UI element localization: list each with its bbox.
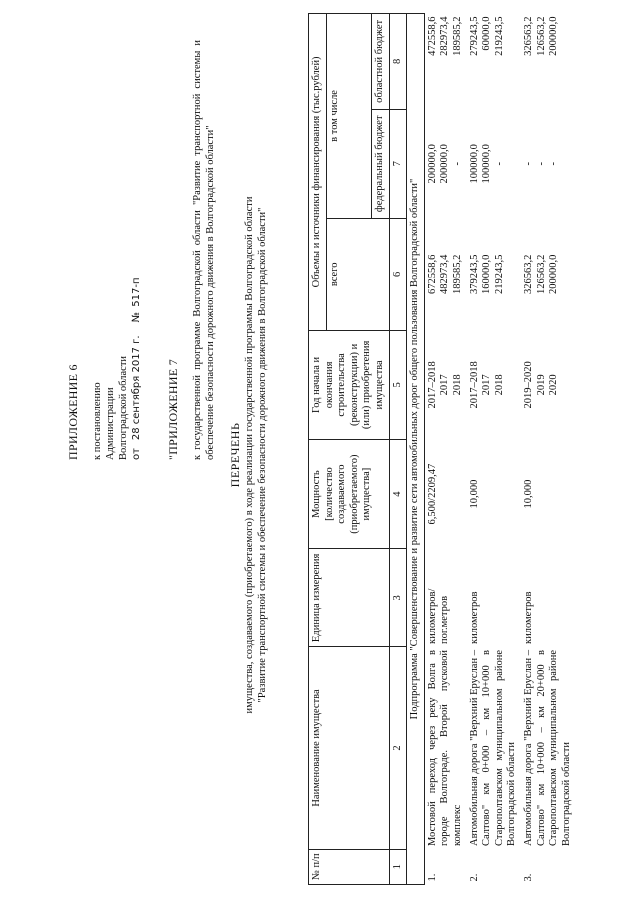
date-line [130,40,144,460]
table-row [521,14,575,885]
column-number: 7 [389,109,407,218]
document-title-block [228,25,269,885]
title-line-1: имущества, создаваемого (приобретаемого) в ходе реализации государственной программы Волгоградской области [244,196,255,714]
col-federal-header: федеральный бюджет [371,109,389,218]
region-text: Волгоградской области [118,355,130,460]
total-cell [467,218,521,330]
column-number: 5 [389,330,407,439]
col-unit-header: Единица измерения [309,549,390,647]
regional-value: 326563,2 [522,16,534,56]
total-value: 189585,2 [451,254,463,295]
year-value: 2019–2020 [522,361,534,409]
number-value: 517-п [131,277,143,307]
year-value: 2020 [548,374,560,396]
regional-cell [424,14,466,110]
unit-value: километров [522,591,534,644]
col-total-header: всего [326,218,389,330]
total-value: 160000,0 [481,254,493,295]
capacity-value: 6,500/2209,47 [426,463,438,525]
column-number: 2 [389,647,407,849]
regional-value: 472558,6 [426,16,438,56]
number-prefix: № [131,311,143,323]
total-value: 379243,5 [468,254,480,295]
appendix-7-label: "ПРИЛОЖЕНИЕ 7 [165,358,180,460]
regional-value: 279243,5 [468,16,480,56]
year-value: 2019 [535,374,547,396]
federal-value: - [451,162,463,166]
administration-text: Администрации [105,387,117,460]
regional-value: 60000,0 [481,16,493,51]
subprogram-row [407,14,425,885]
years-cell [467,330,521,439]
year-value: 2018 [451,374,463,396]
federal-cell [467,109,521,218]
row-number: 2. [468,873,480,882]
program-reference-text: к государственной программе Волгоградской области "Развитие транспортной системы и обеспечение безопасности дорожного движения в Волгоградской области" [191,40,216,460]
years-cell [521,330,575,439]
subprogram-title: Подпрограмма "Совершенствование и развитие сети автомобильных дорог общего пользования Волгоградской области" [407,14,425,885]
federal-value: 100000,0 [468,144,480,184]
column-number: 8 [389,14,407,110]
federal-value: - [535,162,547,166]
property-table [308,13,575,885]
unit-value: километров [468,591,480,644]
date-prefix: от [131,448,143,460]
header-row-1 [309,14,327,885]
document-title: ПЕРЕЧЕНЬ [228,422,242,488]
capacity-value: 10,000 [522,479,534,509]
property-name: Автомобильная дорога "Верхний Еруслан – Салтово" км 0+000 – км 10+000 в Старополтавском муниципальном районе Волгоградской области [468,649,518,847]
year-value: 2017–2018 [468,361,480,409]
year-value: 2018 [493,374,505,396]
federal-value: 100000,0 [481,144,493,184]
column-number: 4 [389,440,407,549]
total-cell [521,218,575,330]
total-value: 126563,2 [535,254,547,295]
total-value: 672558,6 [426,254,438,295]
table-row [467,14,521,885]
federal-cell [521,109,575,218]
regional-cell [467,14,521,110]
federal-cell [424,109,466,218]
years-cell [424,330,466,439]
column-number: 6 [389,218,407,330]
col-regional-header: областной бюджет [371,14,389,110]
regional-value: 189585,2 [451,16,463,56]
col-num-header: № п/п [309,849,390,884]
regional-cell [521,14,575,110]
appendix-6-label: ПРИЛОЖЕНИЕ 6 [66,364,80,460]
col-funding-header: Объемы и источники финансирования (тыс.рублей) [309,14,327,331]
table-row [424,14,466,885]
year-value: 2017 [481,374,493,396]
total-value: 200000,0 [548,254,560,295]
col-including-header: в том числе [326,14,371,219]
total-value: 219243,5 [493,254,505,295]
regional-value: 126563,2 [535,16,547,56]
column-number: 1 [389,849,407,884]
federal-value: 200000,0 [439,144,451,184]
row-number: 3. [522,873,534,882]
total-cell [424,218,466,330]
year-value: 2017 [439,374,451,396]
row-number: 1. [426,873,438,882]
header-block [66,40,217,460]
date-value: 28 сентября 2017 г. [131,335,143,441]
regional-value: 200000,0 [548,16,560,56]
column-number-row [389,14,407,885]
federal-value: - [493,162,505,166]
total-value: 326563,2 [522,254,534,295]
federal-value: 200000,0 [426,144,438,184]
property-name: Автомобильная дорога "Верхний Еруслан – Салтово" км 10+000 – км 20+000 в Старополтавском муниципальном районе Волгоградской области [522,649,572,847]
federal-value: - [522,162,534,166]
col-capacity-header: Мощность [количество создаваемого (приобретаемого) имущества] [309,440,390,549]
year-value: 2017–2018 [426,361,438,409]
total-value: 482973,4 [439,254,451,295]
regional-value: 219243,5 [493,16,505,56]
capacity-value: 10,000 [468,479,480,509]
unit-value: километров/ пог.метров [426,588,451,644]
property-name: Мостовой переход через реку Волга в городе Волгограде. Второй пусковой комплекс [426,649,463,847]
title-line-2: "Развитие транспортной системы и обеспечение безопасности дорожного движения в Волгоградской области" [257,207,269,703]
column-number: 3 [389,549,407,647]
regional-value: 282973,4 [439,16,451,56]
col-years-header: Год начала и окончания строительства (реконструкции) и (или) приобретения имущества [309,330,390,439]
to-resolution-text: к постановлению [92,382,103,460]
federal-value: - [548,162,560,166]
col-name-header: Наименование имущества [309,647,390,849]
